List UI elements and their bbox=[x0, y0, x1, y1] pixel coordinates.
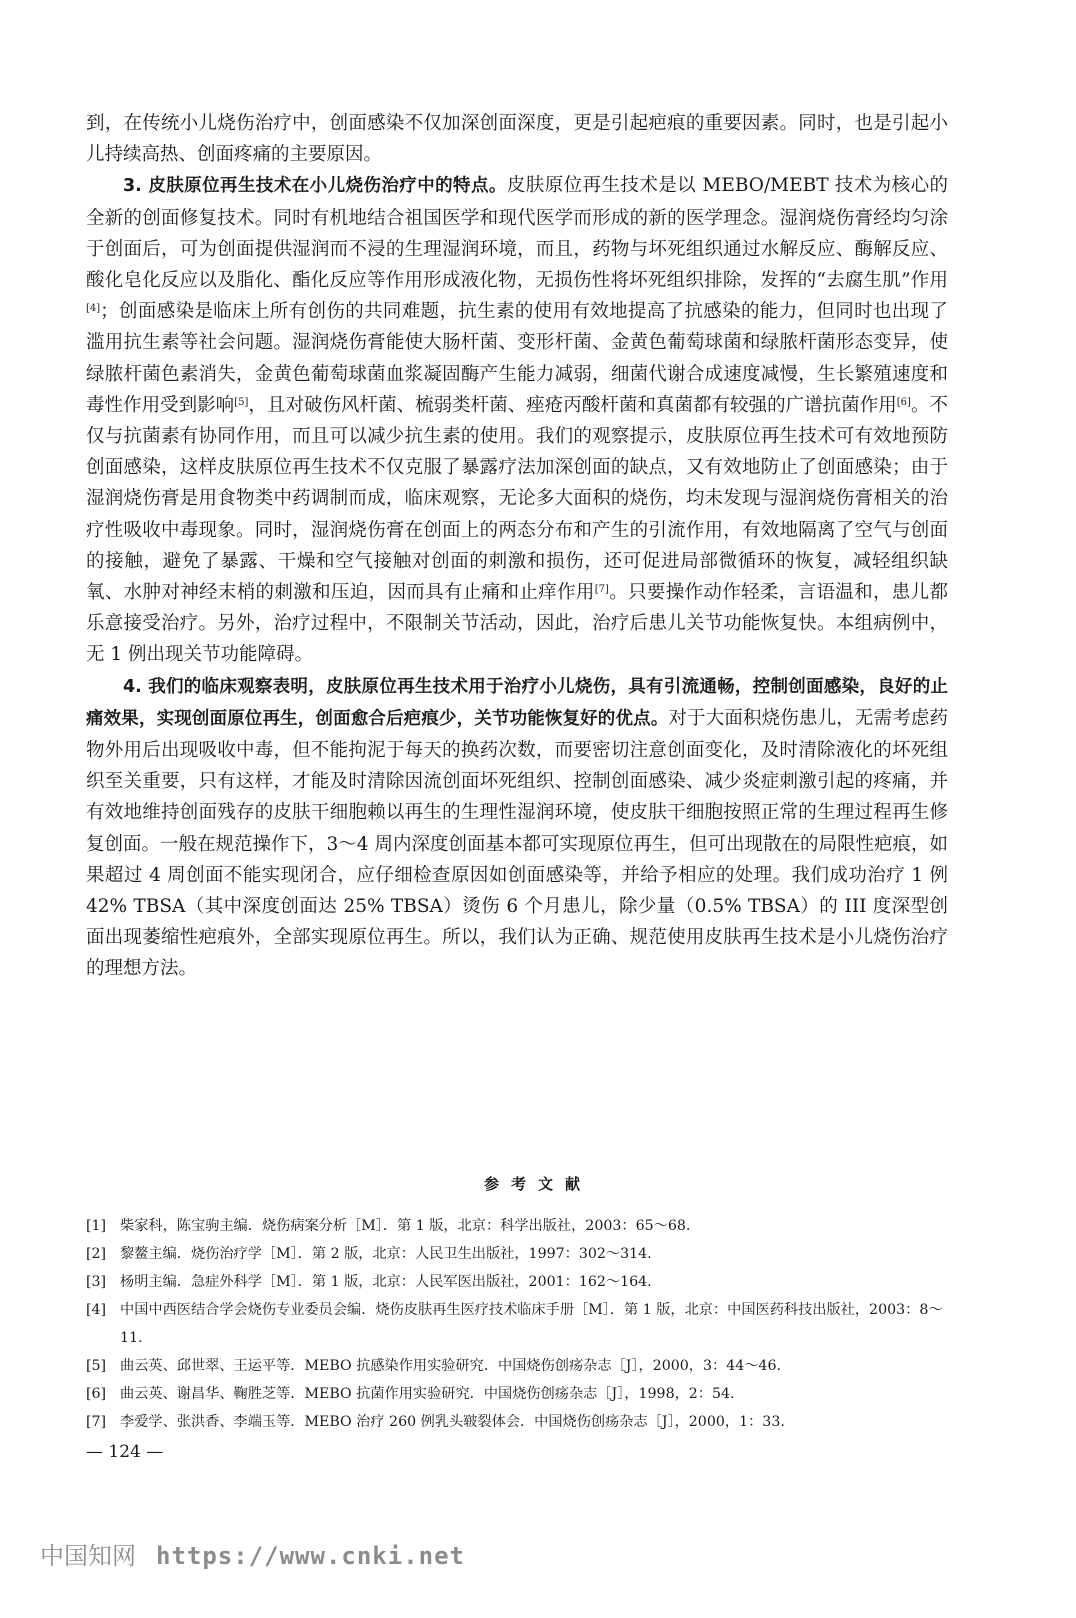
page-number: — 124 — bbox=[86, 1442, 164, 1462]
reference-item: [4] 中国中西医结合学会烧伤专业委员会编．烧伤皮肤再生医疗技术临床手册［M］．第 1 版，北京：中国医药科技出版社，2003：8～11. bbox=[86, 1302, 943, 1346]
citation-4: [4] bbox=[86, 303, 101, 315]
cnki-watermark bbox=[40, 1536, 465, 1571]
reference-item: [5] 曲云英、邱世翠、王运平等．MEBO 抗感染作用实验研究．中国烧伤创疡杂志［J］，2000，3：44～46. bbox=[86, 1358, 781, 1374]
paragraph-2-heading: 3. 皮肤原位再生技术在小儿烧伤治疗中的特点。 bbox=[123, 176, 507, 197]
citation-7: [7] bbox=[594, 584, 609, 596]
reference-item: [6] 曲云英、谢昌华、鞠胜芝等．MEBO 抗菌作用实验研究．中国烧伤创疡杂志［J］，1998，2：54. bbox=[86, 1386, 735, 1402]
paragraph-1: 到，在传统小儿烧伤治疗中，创面感染不仅加深创面深度，更是引起疤痕的重要因素。同时，也是引起小儿持续高热、创面疼痛的主要原因。 bbox=[86, 113, 948, 166]
references-heading: 参考文献 bbox=[483, 1175, 592, 1193]
citation-5: [5] bbox=[234, 396, 249, 408]
body-text bbox=[86, 108, 948, 985]
citation-6: [6] bbox=[896, 396, 911, 408]
reference-item: [3] 杨明主编．急症外科学［M］．第 1 版，北京：人民军医出版社，2001：162～164. bbox=[86, 1274, 652, 1290]
reference-item: [2] 黎鳌主编．烧伤治疗学［M］．第 2 版，北京：人民卫生出版社，1997：302～314. bbox=[86, 1246, 652, 1262]
paragraph-3-heading: 4. 我们的临床观察表明，皮肤原位再生技术用于治疗小儿烧伤，具有引流通畅，控制创面感染，良好的止痛效果，实现创面原位再生，创面愈合后疤痕少，关节功能恢复好的优点。 bbox=[86, 676, 948, 729]
reference-item: [7] 李爱学、张洪香、李端玉等．MEBO 治疗 260 例乳头皲裂体会．中国烧伤创疡杂志［J］，2000，1：33. bbox=[86, 1414, 785, 1430]
reference-item: [1] 柴家科，陈宝驹主编．烧伤病案分析［M］．第 1 版，北京：科学出版社，2003：65～68. bbox=[86, 1218, 691, 1234]
watermark-brand: 中国知网 bbox=[40, 1542, 136, 1570]
reference-list bbox=[86, 1212, 948, 1436]
paragraph-2: 3. 皮肤原位再生技术在小儿烧伤治疗中的特点。皮肤原位再生技术是以 MEBO/MEBT 技术为核心的全新的创面修复技术。同时有机地结合祖国医学和现代医学而形成的新的医学理念。湿润烧伤膏经均匀涂于创面后，可为创面提供湿润而不浸的生理湿润环境，而且，药物与坏死组织通过水解反应、酶解反应、酸化皂化反应以及脂化、酯化反应等作用形成液化物，无损伤性将坏死组织排除，发挥的“去腐生肌”作用[4]；创面感染是临床上所有创伤的共同难题，抗生素的使用有效地提高了抗感染的能力，但同时也出现了滥用抗生素等社会问题。湿润烧伤膏能使大肠杆菌、变形杆菌、金黄色葡萄球菌和绿脓杆菌形态变异，使绿脓杆菌色素消失，金黄色葡萄球菌血浆凝固酶产生能力减弱，细菌代谢合成速度减慢，生长繁殖速度和毒性作用受到影响[5]，且对破伤风杆菌、梳弱类杆菌、痤疮丙酸杆菌和真菌都有较强的广谱抗菌作用[6]。不仅与抗菌素有协同作用，而且可以减少抗生素的使用。我们的观察提示，皮肤原位再生技术可有效地预防创面感染，这样皮肤原位再生技术不仅克服了暴露疗法加深创面的缺点，又有效地防止了创面感染；由于湿润烧伤膏是用食物类中药调制而成，临床观察，无论多大面积的烧伤，均未发现与湿润烧伤膏相关的治疗性吸收中毒现象。同时，湿润烧伤膏在创面上的两态分布和产生的引流作用，有效地隔离了空气与创面的接触，避免了暴露、干燥和空气接触对创面的刺激和损伤，还可促进局部微循环的恢复，减轻组织缺氧、水肿对神经末梢的刺激和压迫，因而具有止痛和止痒作用[7]。只要操作动作轻柔，言语温和，患儿都乐意接受治疗。另外，治疗过程中，不限制关节活动，因此，治疗后患儿关节功能恢复快。本组病例中，无 1 例出现关节功能障碍。 bbox=[86, 175, 948, 666]
watermark-url: https://www.cnki.net bbox=[156, 1542, 465, 1570]
paragraph-3: 4. 我们的临床观察表明，皮肤原位再生技术用于治疗小儿烧伤，具有引流通畅，控制创面感染，良好的止痛效果，实现创面原位再生，创面愈合后疤痕少，关节功能恢复好的优点。对于大面积烧伤患儿，无需考虑药物外用后出现吸收中毒，但不能拘泥于每天的换药次数，而要密切注意创面变化，及时清除液化的坏死组织至关重要，只有这样，才能及时清除因流创面坏死组织、控制创面感染、减少炎症刺激引起的疼痛，并有效地维持创面残存的皮肤干细胞赖以再生的生理性湿润环境，使皮肤干细胞按照正常的生理过程再生修复创面。一般在规范操作下，3～4 周内深度创面基本都可实现原位再生，但可出现散在的局限性疤痕，如果超过 4 周创面不能实现闭合，应仔细检查原因如创面感染等，并给予相应的处理。我们成功治疗 1 例 42% TBSA（其中深度创面达 25% TBSA）烫伤 6 个月患儿，除少量（0.5% TBSA）的 III 度深型创面出现萎缩性疤痕外，全部实现原位再生。所以，我们认为正确、规范使用皮肤再生技术是小儿烧伤治疗的理想方法。 bbox=[86, 676, 948, 980]
